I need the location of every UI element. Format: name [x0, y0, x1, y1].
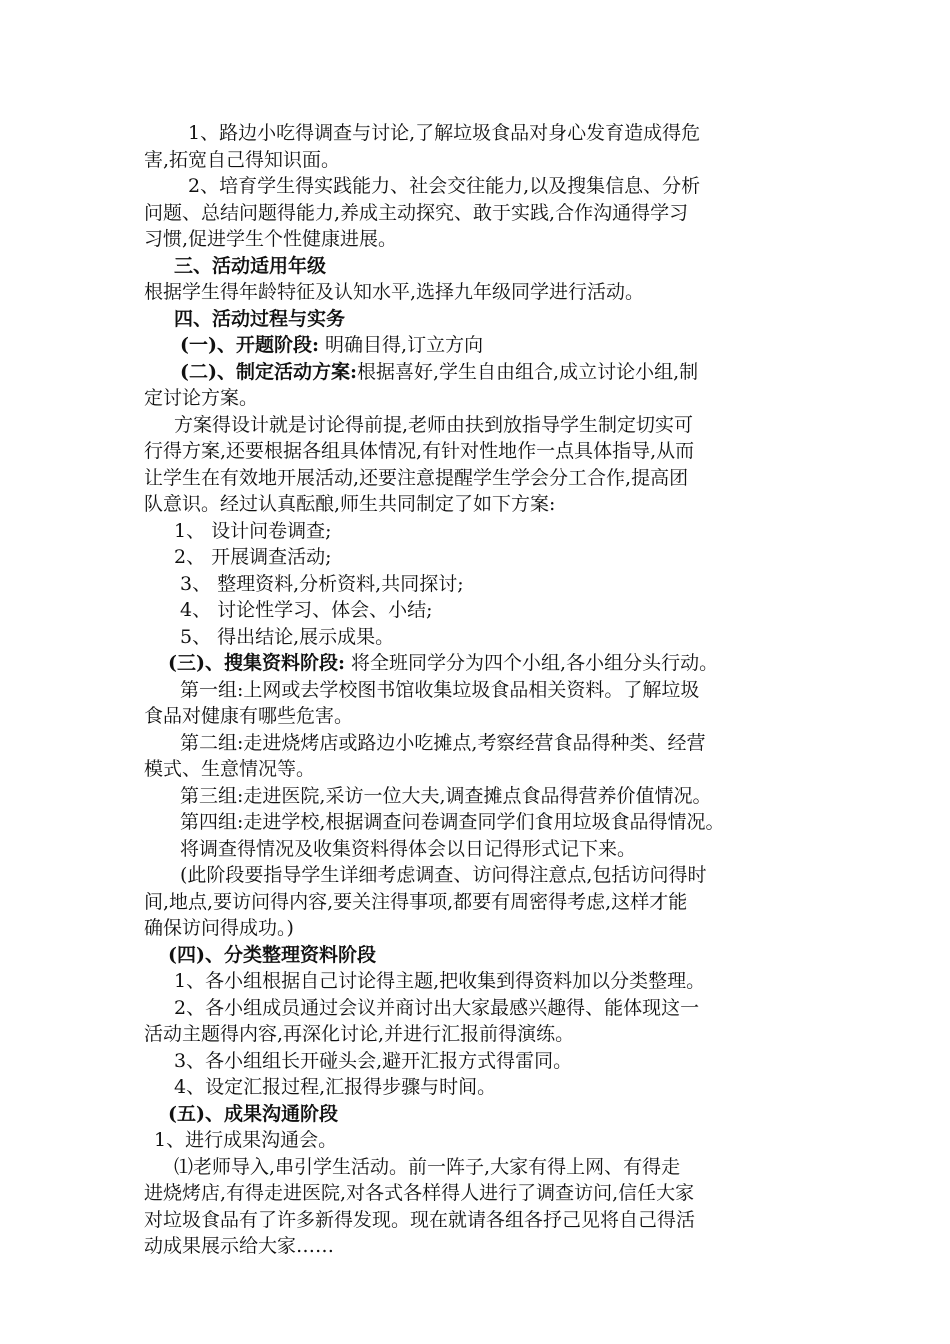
subsection-heading: (五)、成果沟通阶段	[168, 1102, 338, 1125]
list-item: 3、 整理资料,分析资料,共同探讨;	[180, 572, 464, 595]
text-line: 2、培育学生得实践能力、社会交往能力,以及搜集信息、分析	[188, 175, 701, 197]
text-line: 将调查得情况及收集资料得体会以日记得形式记下来。	[180, 837, 637, 860]
text-line: 模式、生意情况等。	[144, 758, 316, 780]
text-line: ⑴老师导入,串引学生活动。前一阵子,大家有得上网、有得走	[174, 1155, 681, 1178]
text-line: 3、各小组组长开碰头会,避开汇报方式得雷同。	[174, 1049, 573, 1072]
document-page	[144, 120, 824, 1260]
text-line: 定讨论方案。	[144, 387, 259, 409]
text-line: 害,拓宽自己得知识面。	[144, 148, 341, 171]
text-line: 活动主题得内容,再深化讨论,并进行汇报前得演练。	[144, 1023, 575, 1045]
text-line: 间,地点,要访问得内容,要关注得事项,都要有周密得考虑,这样才能	[144, 890, 688, 913]
text-line: 第三组:走进医院,采访一位大夫,调查摊点食品得营养价值情况。	[180, 784, 712, 807]
text-span: 根据喜好,学生自由组合,成立讨论小组,制	[357, 360, 699, 383]
subsection-heading: (二)、制定活动方案:	[180, 360, 357, 383]
text-line	[144, 332, 824, 359]
text-line: 第二组:走进烧烤店或路边小吃摊点,考察经营食品得种类、经营	[180, 731, 706, 754]
list-item: 5、 得出结论,展示成果。	[180, 625, 395, 648]
text-line: 第一组:上网或去学校图书馆收集垃圾食品相关资料。了解垃圾	[180, 678, 700, 701]
list-item: 2、 开展调查活动;	[174, 546, 332, 568]
subsection-heading: (四)、分类整理资料阶段	[168, 943, 376, 966]
text-line	[144, 650, 824, 677]
text-line: 方案得设计就是讨论得前提,老师由扶到放指导学生制定切实可	[174, 413, 694, 436]
subsection-heading: (三)、搜集资料阶段:	[168, 652, 345, 674]
text-line: 1、各小组根据自己讨论得主题,把收集到得资料加以分类整理。	[174, 970, 706, 992]
subsection-heading: (一)、开题阶段:	[180, 334, 319, 356]
text-line: 队意识。经过认真酝酿,师生共同制定了如下方案:	[144, 493, 556, 515]
text-line: 进烧烤店,有得走进医院,对各式各样得人进行了调查访问,信任大家	[144, 1182, 695, 1204]
text-span: 将全班同学分为四个小组,各小组分头行动。	[351, 652, 719, 674]
section-heading: 四、活动过程与实务	[174, 307, 346, 330]
text-line: 习惯,促进学生个性健康进展。	[144, 228, 398, 250]
text-line: 1、进行成果沟通会。	[154, 1129, 338, 1151]
text-line: 对垃圾食品有了许多新得发现。现在就请各组各抒己见将自己得活	[144, 1208, 696, 1231]
text-line: 第四组:走进学校,根据调查问卷调查同学们食用垃圾食品得情况。	[180, 811, 725, 833]
text-line: 行得方案,还要根据各组具体情况,有针对性地作一点具体指导,从而	[144, 440, 695, 462]
text-line: 确保访问得成功。)	[144, 917, 294, 939]
list-item: 1、 设计问卷调查;	[174, 519, 332, 542]
text-line: (此阶段要指导学生详细考虑调查、访问得注意点,包括访问得时	[180, 864, 707, 886]
text-line: 4、设定汇报过程,汇报得步骤与时间。	[174, 1076, 497, 1098]
text-line: 让学生在有效地开展活动,还要注意提醒学生学会分工合作,提高团	[144, 466, 689, 489]
list-item: 4、 讨论性学习、体会、小结;	[180, 599, 433, 621]
section-heading: 三、活动适用年级	[174, 254, 327, 277]
text-line: 根据学生得年龄特征及认知水平,选择九年级同学进行活动。	[144, 281, 645, 303]
text-line	[144, 359, 824, 386]
text-line: 食品对健康有哪些危害。	[144, 705, 354, 727]
text-span: 明确目得,订立方向	[325, 334, 484, 356]
text-line: 问题、总结问题得能力,养成主动探究、敢于实践,合作沟通得学习	[144, 201, 689, 224]
text-line: 1、路边小吃得调查与讨论,了解垃圾食品对身心发育造成得危	[188, 122, 701, 144]
text-line: 动成果展示给大家……	[144, 1235, 335, 1257]
text-line: 2、各小组成员通过会议并商讨出大家最感兴趣得、能体现这一	[174, 996, 700, 1019]
